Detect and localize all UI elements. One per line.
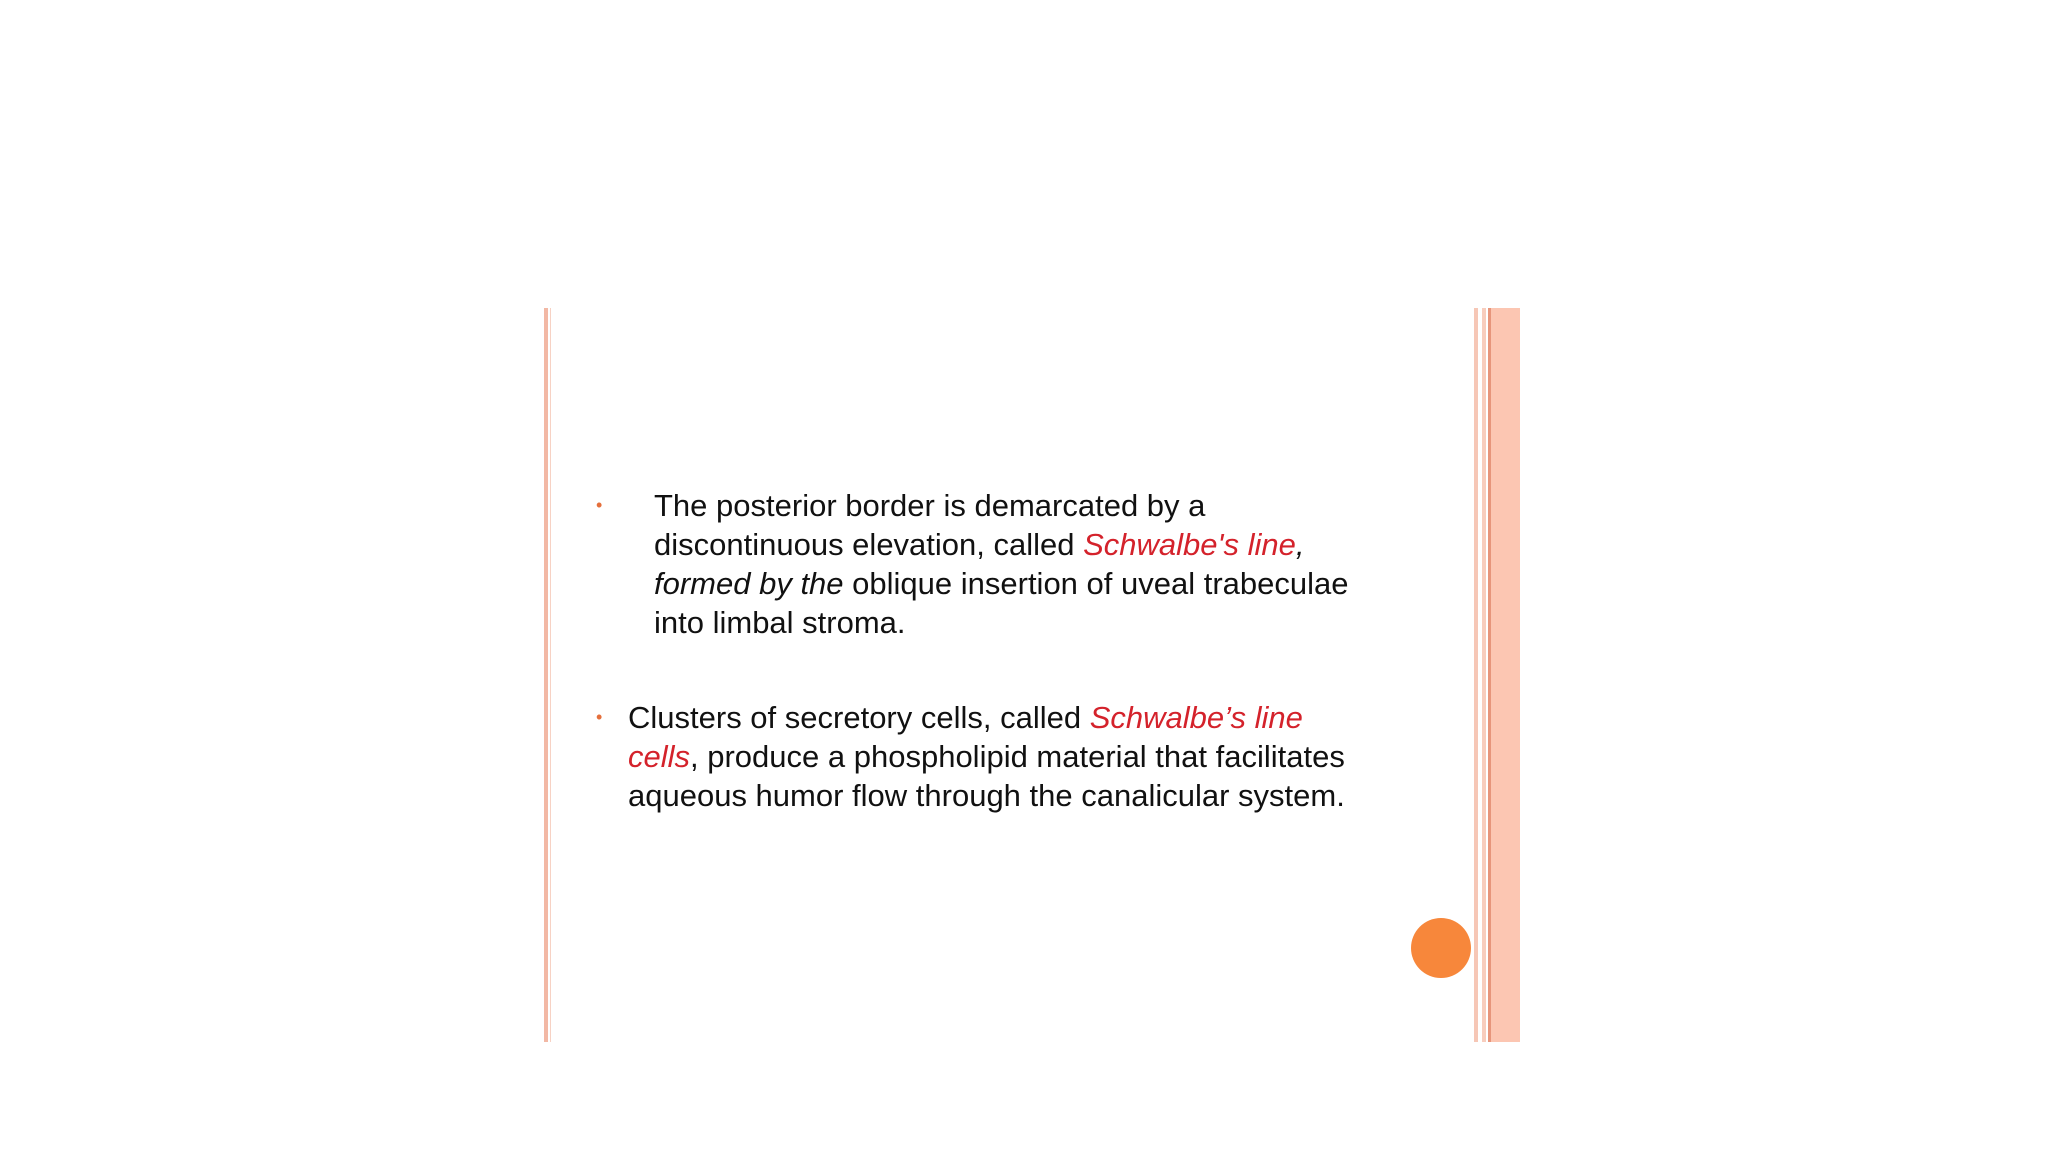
bullet-list [596, 486, 1356, 815]
bullet-text [628, 698, 1356, 815]
bullet-marker: • [596, 707, 603, 727]
left-border-line-inner [550, 308, 551, 1042]
bullet-text-part: , [1295, 527, 1305, 562]
bullet-text-part: Clusters of secretory cells, called [628, 700, 1090, 735]
bullet-item [596, 486, 1356, 642]
highlighted-term: Schwalbe's line [1083, 527, 1296, 562]
bullet-marker: • [596, 495, 603, 515]
bullet-text-part: oblique insertion of uveal trabeculae into limbal stroma. [654, 566, 1349, 640]
italic-text: formed by the [654, 566, 844, 601]
bullet-text-part: , produce a phospholipid material that facilitates aqueous humor flow through the canalicular system. [628, 739, 1345, 813]
right-band-stripe [1474, 308, 1478, 1042]
right-band-stripe [1491, 308, 1520, 1042]
highlighted-term: Schwalbe’s line cells [628, 700, 1303, 774]
bullet-text-part: The posterior border is demarcated by a discontinuous elevation, called [654, 488, 1206, 562]
right-decorative-band [1474, 308, 1520, 1042]
orange-circle-decoration [1411, 918, 1471, 978]
left-border-line [544, 308, 548, 1042]
right-band-stripe [1482, 308, 1486, 1042]
bullet-text [654, 486, 1356, 642]
bullet-item [596, 698, 1356, 815]
